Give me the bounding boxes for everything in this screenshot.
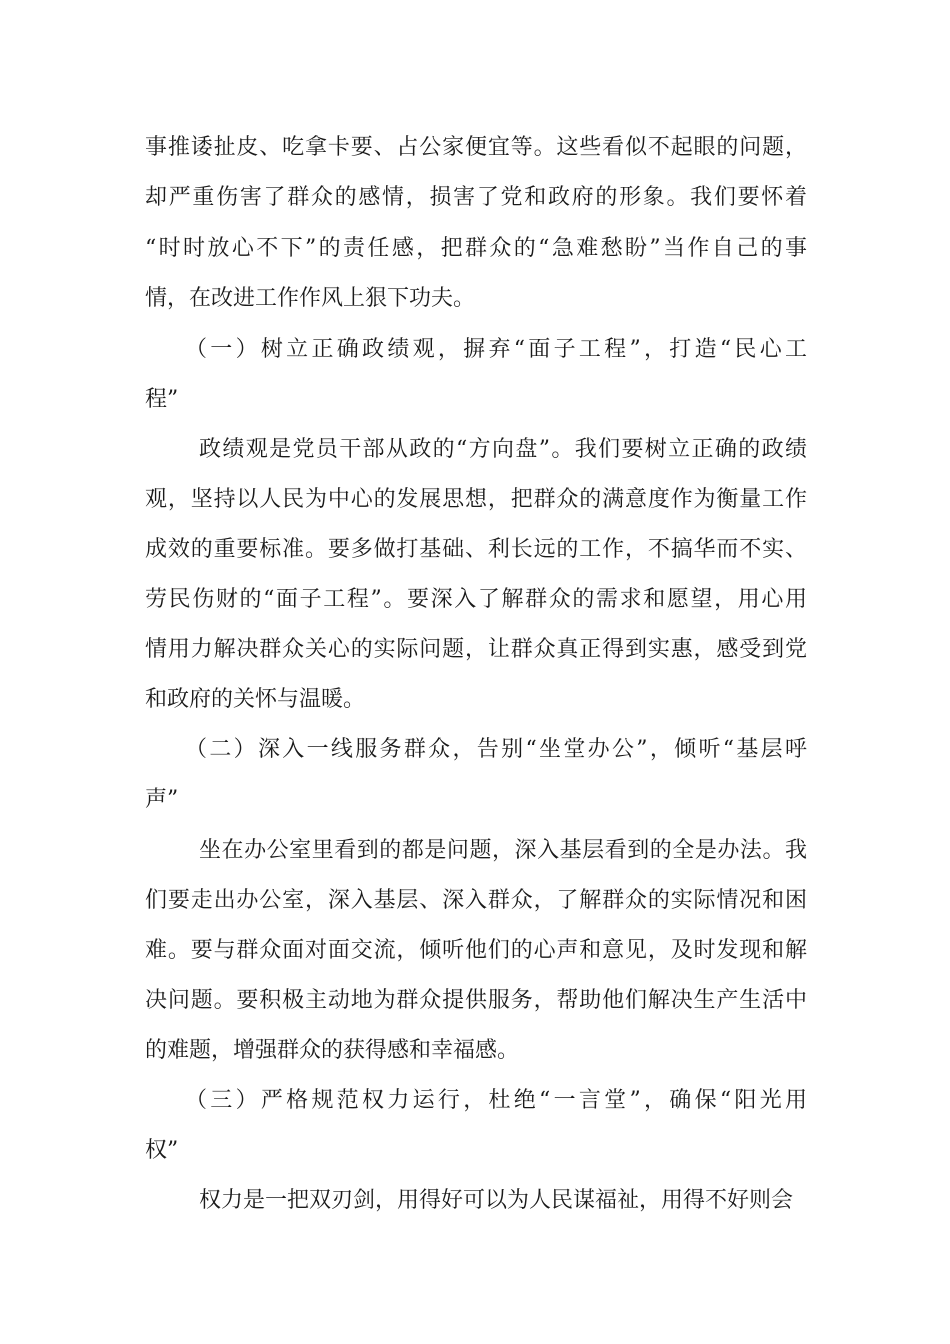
text-line: 却严重伤害了群众的感情，损害了党和政府的形象。我们要怀着: [145, 185, 807, 210]
text-line: 权”: [145, 1138, 179, 1163]
text-line: 们要走出办公室，深入基层、深入群众，了解群众的实际情况和困: [145, 888, 807, 913]
text-line: 的难题，增强群众的获得感和幸福感。: [145, 1038, 520, 1063]
text-line: 事推诿扯皮、吃拿卡要、占公家便宜等。这些看似不起眼的问题，: [145, 135, 807, 160]
text-line: （三）严格规范权力运行，杜绝“一言堂”，确保“阳光用: [185, 1088, 807, 1113]
text-line: 权力是一把双刃剑，用得好可以为人民谋福祉，用得不好则会: [199, 1188, 794, 1213]
text-line: 情，在改进工作作风上狠下功夫。: [145, 286, 476, 311]
text-line: 成效的重要标准。要多做打基础、利长远的工作，不搞华而不实、: [145, 537, 807, 562]
text-line: 劳民伤财的“面子工程”。要深入了解群众的需求和愿望，用心用: [145, 587, 807, 612]
text-line: （一）树立正确政绩观，摒弃“面子工程”，打造“民心工: [185, 337, 807, 362]
text-line: 声”: [145, 787, 179, 812]
text-line: （二）深入一线服务群众，告别“坐堂办公”，倾听“基层呼: [185, 737, 807, 762]
text-line: 政绩观是党员干部从政的“方向盘”。我们要树立正确的政绩: [199, 437, 807, 462]
text-line: 坐在办公室里看到的都是问题，深入基层看到的全是办法。我: [199, 838, 807, 863]
text-line: 难。要与群众面对面交流，倾听他们的心声和意见，及时发现和解: [145, 938, 807, 963]
text-line: 观，坚持以人民为中心的发展思想，把群众的满意度作为衡量工作: [145, 487, 807, 512]
text-line: 程”: [145, 387, 179, 412]
text-line: 情用力解决群众关心的实际问题，让群众真正得到实惠，感受到党: [145, 637, 807, 662]
text-line: 和政府的关怀与温暖。: [145, 687, 366, 712]
text-line: 决问题。要积极主动地为群众提供服务，帮助他们解决生产生活中: [145, 988, 807, 1013]
text-line: “时时放心不下”的责任感，把群众的“急难愁盼”当作自己的事: [145, 236, 807, 261]
